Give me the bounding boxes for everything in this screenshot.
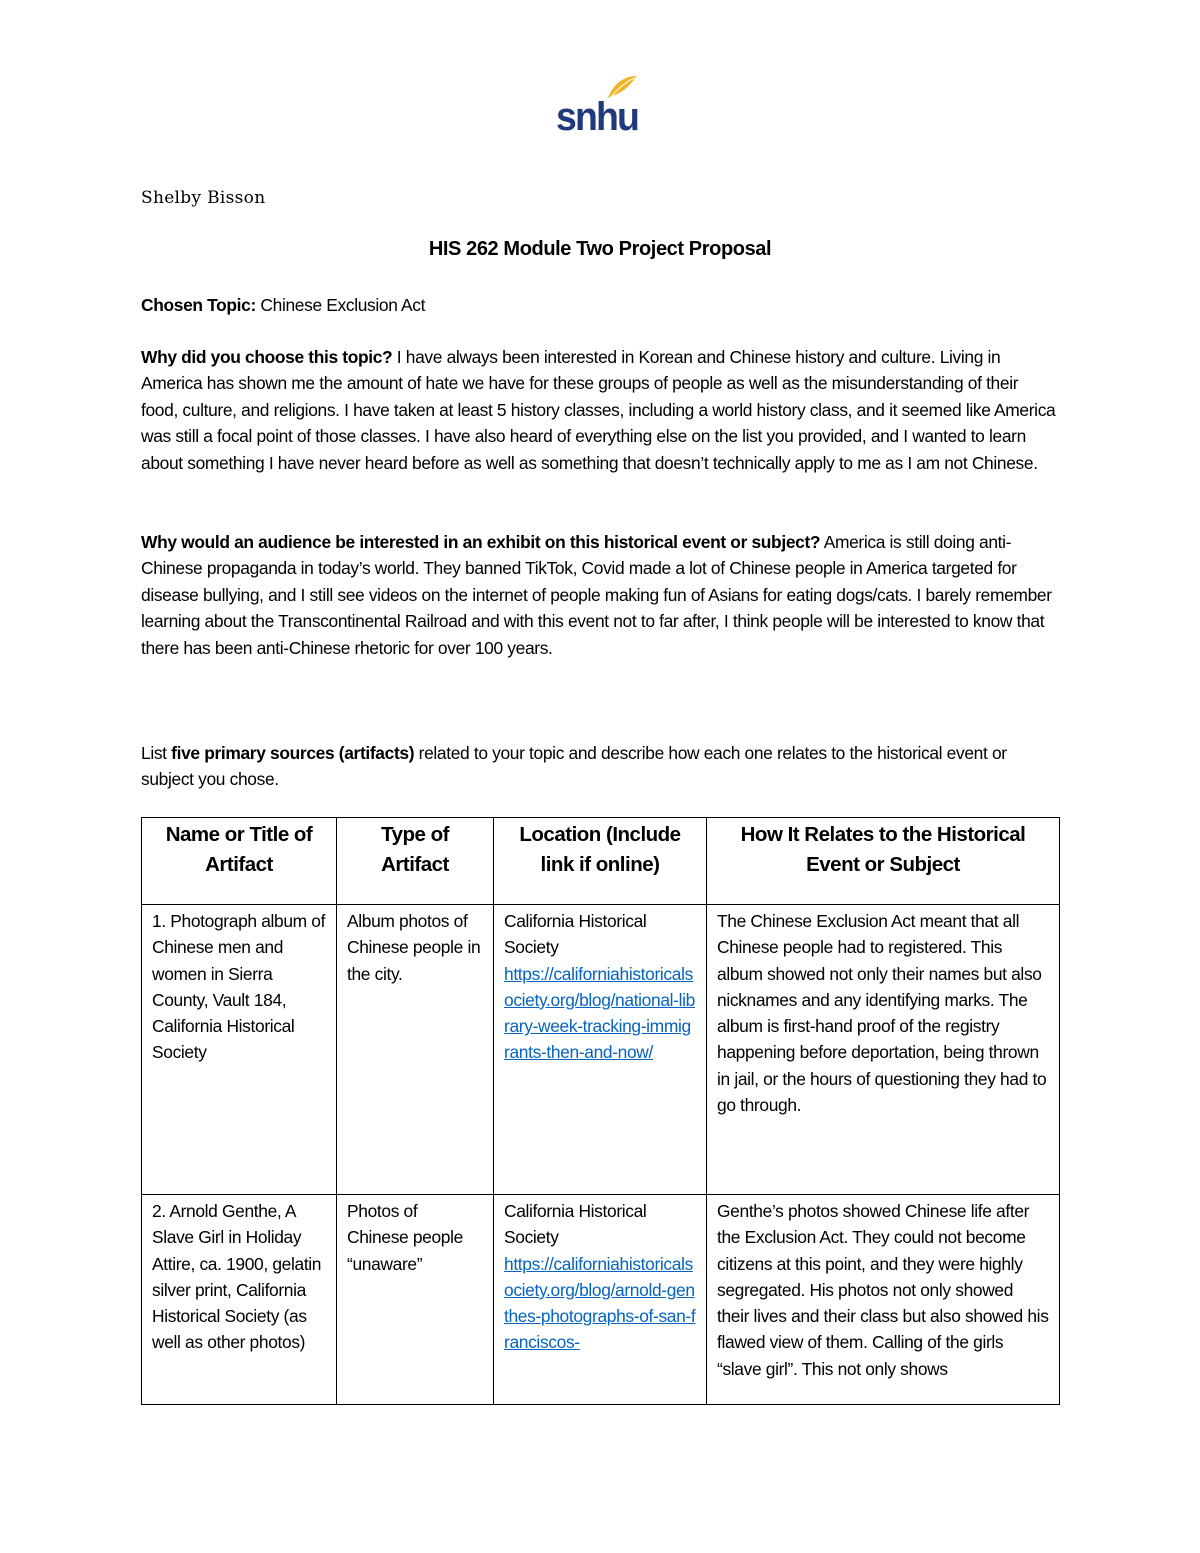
chosen-topic-label: Chosen Topic: [141,295,256,315]
table-row [142,1195,1060,1405]
instructions-bold: five primary sources (artifacts) [171,743,415,763]
artifacts-table [141,817,1060,1405]
snhu-logo [556,74,640,134]
author-name: Shelby Bisson [141,188,266,208]
artifact-name: 1. Photograph album of Chinese men and women in Sierra County, Vault 184, California Historical Society [142,905,337,1195]
chosen-topic-value: Chinese Exclusion Act [255,295,426,315]
header-location: Location (Include link if online) [494,818,707,905]
artifact-type: Album photos of Chinese people in the city. [337,905,494,1195]
why-audience-label: Why would an audience be interested in an exhibit on this historical event or subject? [141,532,821,552]
header-relation: How It Relates to the Historical Event or Subject [707,818,1060,905]
artifact-name: 2. Arnold Genthe, A Slave Girl in Holiday Attire, ca. 1900, gelatin silver print, California Historical Society (as well as other photos) [142,1195,337,1405]
header-type: Type of Artifact [337,818,494,905]
instructions [141,740,1056,793]
artifact-link[interactable]: https://californiahistoricalsociety.org/blog/arnold-genthes-photographs-of-san-franciscos- [504,1253,696,1353]
artifact-relation: The Chinese Exclusion Act meant that all Chinese people had to registered. This album showed not only their names but also nicknames and any identifying marks. The album is first-hand proof of the registry happening before deportation, being thrown in jail, or the hours of questioning they had to go through. [707,905,1060,1195]
header-name: Name or Title of Artifact [142,818,337,905]
table-header-row [142,818,1060,905]
artifact-relation: Genthe’s photos showed Chinese life after the Exclusion Act. They could not become citizens at this point, and they were highly segregated. His photos not only showed their lives and their class but also showed his flawed view of them. Calling of the girls “slave girl”. This not only shows [707,1195,1060,1405]
artifact-location [494,905,707,1195]
location-text: California Historical Society [504,911,647,958]
artifact-type: Photos of Chinese people “unaware” [337,1195,494,1405]
artifact-link[interactable]: https://californiahistoricalsociety.org/blog/national-library-week-tracking-immigrants-then-and-now/ [504,963,695,1063]
location-text: California Historical Society [504,1201,647,1248]
why-topic-text: I have always been interested in Korean and Chinese history and culture. Living in America has shown me the amount of hate we have for these groups of people as well as the misunderstanding of their food, culture, and religions. I have taken at least 5 history classes, including a world history class, and it seemed like America was still a focal point of those classes. I have also heard of everything else on the list you provided, and I wanted to learn about something I have never heard before as well as something that doesn’t technically apply to me as I am not Chinese. [141,347,1056,473]
table-row [142,905,1060,1195]
why-topic-paragraph [141,344,1056,476]
document-title: HIS 262 Module Two Project Proposal [428,238,772,260]
svg-text:snhu: snhu [556,95,638,134]
why-audience-paragraph [141,529,1056,661]
instructions-pre: List [141,743,172,763]
artifact-location [494,1195,707,1405]
why-topic-label: Why did you choose this topic? [141,347,393,367]
instructions-post: related to your topic and describe how each one relates to the historical event or subject you chose. [141,743,1007,790]
chosen-topic [141,292,1056,318]
why-audience-text: America is still doing anti-Chinese propaganda in today’s world. They banned TikTok, Covid made a lot of Chinese people in America targeted for disease bullying, and I still see videos on the internet of people making fun of Asians for eating dogs/cats. I barely remember learning about the Transcontinental Railroad and with this event not to far after, I think people will be interested to know that there has been anti-Chinese rhetoric for over 100 years. [141,532,1052,658]
